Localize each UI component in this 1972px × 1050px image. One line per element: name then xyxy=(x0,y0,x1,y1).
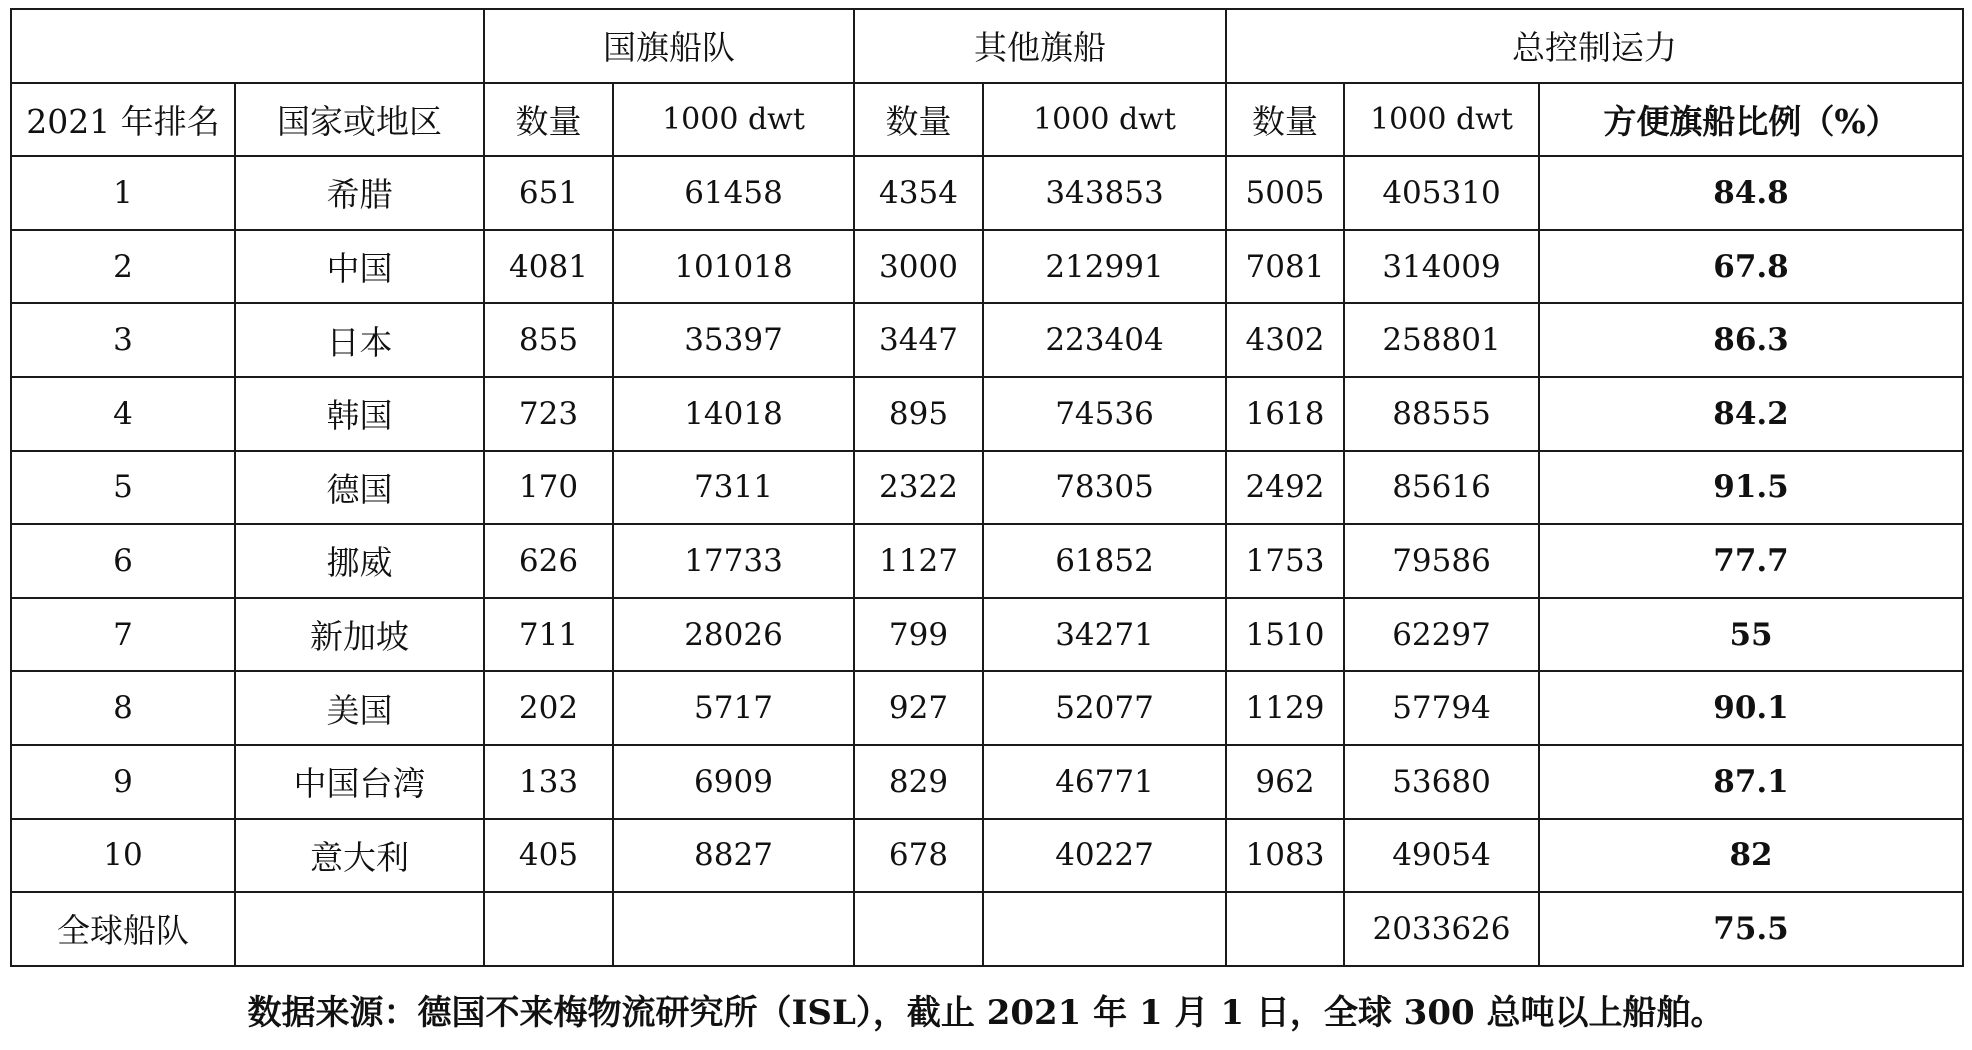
col-header-rank: 2021 年排名 xyxy=(11,83,235,157)
total-dwt-cell: 62297 xyxy=(1344,598,1539,672)
national-flag-dwt-cell: 35397 xyxy=(613,303,854,377)
col-header-nf-count: 数量 xyxy=(484,83,613,157)
total-dwt-cell: 88555 xyxy=(1344,377,1539,451)
foc-ratio-cell: 87.1 xyxy=(1539,745,1963,819)
table-row xyxy=(11,524,1963,598)
other-flag-count-cell: 678 xyxy=(854,819,983,893)
other-flag-dwt-cell: 61852 xyxy=(983,524,1226,598)
table-row xyxy=(11,671,1963,745)
country-cell: 中国 xyxy=(235,230,484,304)
foc-ratio-cell: 82 xyxy=(1539,819,1963,893)
rank-cell: 10 xyxy=(11,819,235,893)
other-flag-dwt-cell: 223404 xyxy=(983,303,1226,377)
total-count-cell: 5005 xyxy=(1226,156,1344,230)
national-flag-dwt-cell: 14018 xyxy=(613,377,854,451)
group-header-blank xyxy=(11,9,484,83)
other-flag-count-cell: 3447 xyxy=(854,303,983,377)
national-flag-dwt-cell: 101018 xyxy=(613,230,854,304)
rank-cell: 7 xyxy=(11,598,235,672)
table-row xyxy=(11,377,1963,451)
col-header-foc-ratio: 方便旗船比例（%） xyxy=(1539,83,1963,157)
national-flag-count-cell: 855 xyxy=(484,303,613,377)
country-cell: 日本 xyxy=(235,303,484,377)
other-flag-count-cell: 895 xyxy=(854,377,983,451)
total-dwt-cell: 53680 xyxy=(1344,745,1539,819)
total-dwt-cell: 314009 xyxy=(1344,230,1539,304)
global-row-label: 全球船队 xyxy=(11,892,235,966)
table-row xyxy=(11,230,1963,304)
empty-cell xyxy=(983,892,1226,966)
table-row xyxy=(11,451,1963,525)
total-dwt-cell: 258801 xyxy=(1344,303,1539,377)
total-dwt-cell: 57794 xyxy=(1344,671,1539,745)
table-row xyxy=(11,303,1963,377)
national-flag-count-cell: 133 xyxy=(484,745,613,819)
sub-header-row xyxy=(11,83,1963,157)
national-flag-dwt-cell: 17733 xyxy=(613,524,854,598)
total-count-cell: 4302 xyxy=(1226,303,1344,377)
total-count-cell: 1510 xyxy=(1226,598,1344,672)
empty-cell xyxy=(1226,892,1344,966)
rank-cell: 9 xyxy=(11,745,235,819)
rank-cell: 2 xyxy=(11,230,235,304)
national-flag-count-cell: 202 xyxy=(484,671,613,745)
col-header-nf-dwt: 1000 dwt xyxy=(613,83,854,157)
table-row xyxy=(11,598,1963,672)
national-flag-count-cell: 711 xyxy=(484,598,613,672)
other-flag-dwt-cell: 34271 xyxy=(983,598,1226,672)
other-flag-dwt-cell: 52077 xyxy=(983,671,1226,745)
empty-cell xyxy=(854,892,983,966)
foc-ratio-cell: 55 xyxy=(1539,598,1963,672)
national-flag-count-cell: 651 xyxy=(484,156,613,230)
foc-ratio-cell: 91.5 xyxy=(1539,451,1963,525)
total-dwt-cell: 49054 xyxy=(1344,819,1539,893)
foc-ratio-cell: 77.7 xyxy=(1539,524,1963,598)
national-flag-dwt-cell: 5717 xyxy=(613,671,854,745)
other-flag-count-cell: 799 xyxy=(854,598,983,672)
national-flag-count-cell: 723 xyxy=(484,377,613,451)
other-flag-count-cell: 829 xyxy=(854,745,983,819)
country-cell: 希腊 xyxy=(235,156,484,230)
national-flag-dwt-cell: 61458 xyxy=(613,156,854,230)
national-flag-count-cell: 626 xyxy=(484,524,613,598)
foc-ratio-cell: 84.8 xyxy=(1539,156,1963,230)
foc-ratio-cell: 67.8 xyxy=(1539,230,1963,304)
group-header-row xyxy=(11,9,1963,83)
global-foc-ratio: 75.5 xyxy=(1539,892,1963,966)
col-header-total-count: 数量 xyxy=(1226,83,1344,157)
national-flag-dwt-cell: 7311 xyxy=(613,451,854,525)
group-header-national-flag: 国旗船队 xyxy=(484,9,854,83)
total-dwt-cell: 405310 xyxy=(1344,156,1539,230)
table-row xyxy=(11,819,1963,893)
country-cell: 新加坡 xyxy=(235,598,484,672)
country-cell: 韩国 xyxy=(235,377,484,451)
fleet-table xyxy=(10,8,1964,967)
total-dwt-cell: 85616 xyxy=(1344,451,1539,525)
total-count-cell: 1753 xyxy=(1226,524,1344,598)
other-flag-count-cell: 4354 xyxy=(854,156,983,230)
rank-cell: 3 xyxy=(11,303,235,377)
total-count-cell: 7081 xyxy=(1226,230,1344,304)
other-flag-count-cell: 1127 xyxy=(854,524,983,598)
national-flag-count-cell: 4081 xyxy=(484,230,613,304)
group-header-total: 总控制运力 xyxy=(1226,9,1963,83)
country-cell: 德国 xyxy=(235,451,484,525)
national-flag-count-cell: 405 xyxy=(484,819,613,893)
other-flag-dwt-cell: 343853 xyxy=(983,156,1226,230)
table-row xyxy=(11,156,1963,230)
col-header-total-dwt: 1000 dwt xyxy=(1344,83,1539,157)
other-flag-dwt-cell: 46771 xyxy=(983,745,1226,819)
other-flag-count-cell: 3000 xyxy=(854,230,983,304)
empty-cell xyxy=(613,892,854,966)
total-count-cell: 2492 xyxy=(1226,451,1344,525)
rank-cell: 1 xyxy=(11,156,235,230)
country-cell: 意大利 xyxy=(235,819,484,893)
other-flag-dwt-cell: 78305 xyxy=(983,451,1226,525)
total-dwt-cell: 79586 xyxy=(1344,524,1539,598)
foc-ratio-cell: 84.2 xyxy=(1539,377,1963,451)
col-header-of-count: 数量 xyxy=(854,83,983,157)
col-header-country: 国家或地区 xyxy=(235,83,484,157)
other-flag-dwt-cell: 74536 xyxy=(983,377,1226,451)
other-flag-dwt-cell: 212991 xyxy=(983,230,1226,304)
total-count-cell: 1618 xyxy=(1226,377,1344,451)
country-cell: 挪威 xyxy=(235,524,484,598)
foc-ratio-cell: 90.1 xyxy=(1539,671,1963,745)
global-total-dwt: 2033626 xyxy=(1344,892,1539,966)
col-header-of-dwt: 1000 dwt xyxy=(983,83,1226,157)
empty-cell xyxy=(235,892,484,966)
foc-ratio-cell: 86.3 xyxy=(1539,303,1963,377)
country-cell: 中国台湾 xyxy=(235,745,484,819)
empty-cell xyxy=(484,892,613,966)
total-count-cell: 962 xyxy=(1226,745,1344,819)
national-flag-dwt-cell: 6909 xyxy=(613,745,854,819)
national-flag-dwt-cell: 28026 xyxy=(613,598,854,672)
national-flag-count-cell: 170 xyxy=(484,451,613,525)
group-header-other-flag: 其他旗船 xyxy=(854,9,1226,83)
rank-cell: 5 xyxy=(11,451,235,525)
source-note: 数据来源：德国不来梅物流研究所（ISL），截止 2021 年 1 月 1 日，全球 300 总吨以上船舶。 xyxy=(247,993,1725,1033)
other-flag-dwt-cell: 40227 xyxy=(983,819,1226,893)
global-row xyxy=(11,892,1963,966)
table-row xyxy=(11,745,1963,819)
national-flag-dwt-cell: 8827 xyxy=(613,819,854,893)
rank-cell: 6 xyxy=(11,524,235,598)
rank-cell: 4 xyxy=(11,377,235,451)
rank-cell: 8 xyxy=(11,671,235,745)
total-count-cell: 1129 xyxy=(1226,671,1344,745)
other-flag-count-cell: 927 xyxy=(854,671,983,745)
total-count-cell: 1083 xyxy=(1226,819,1344,893)
other-flag-count-cell: 2322 xyxy=(854,451,983,525)
country-cell: 美国 xyxy=(235,671,484,745)
